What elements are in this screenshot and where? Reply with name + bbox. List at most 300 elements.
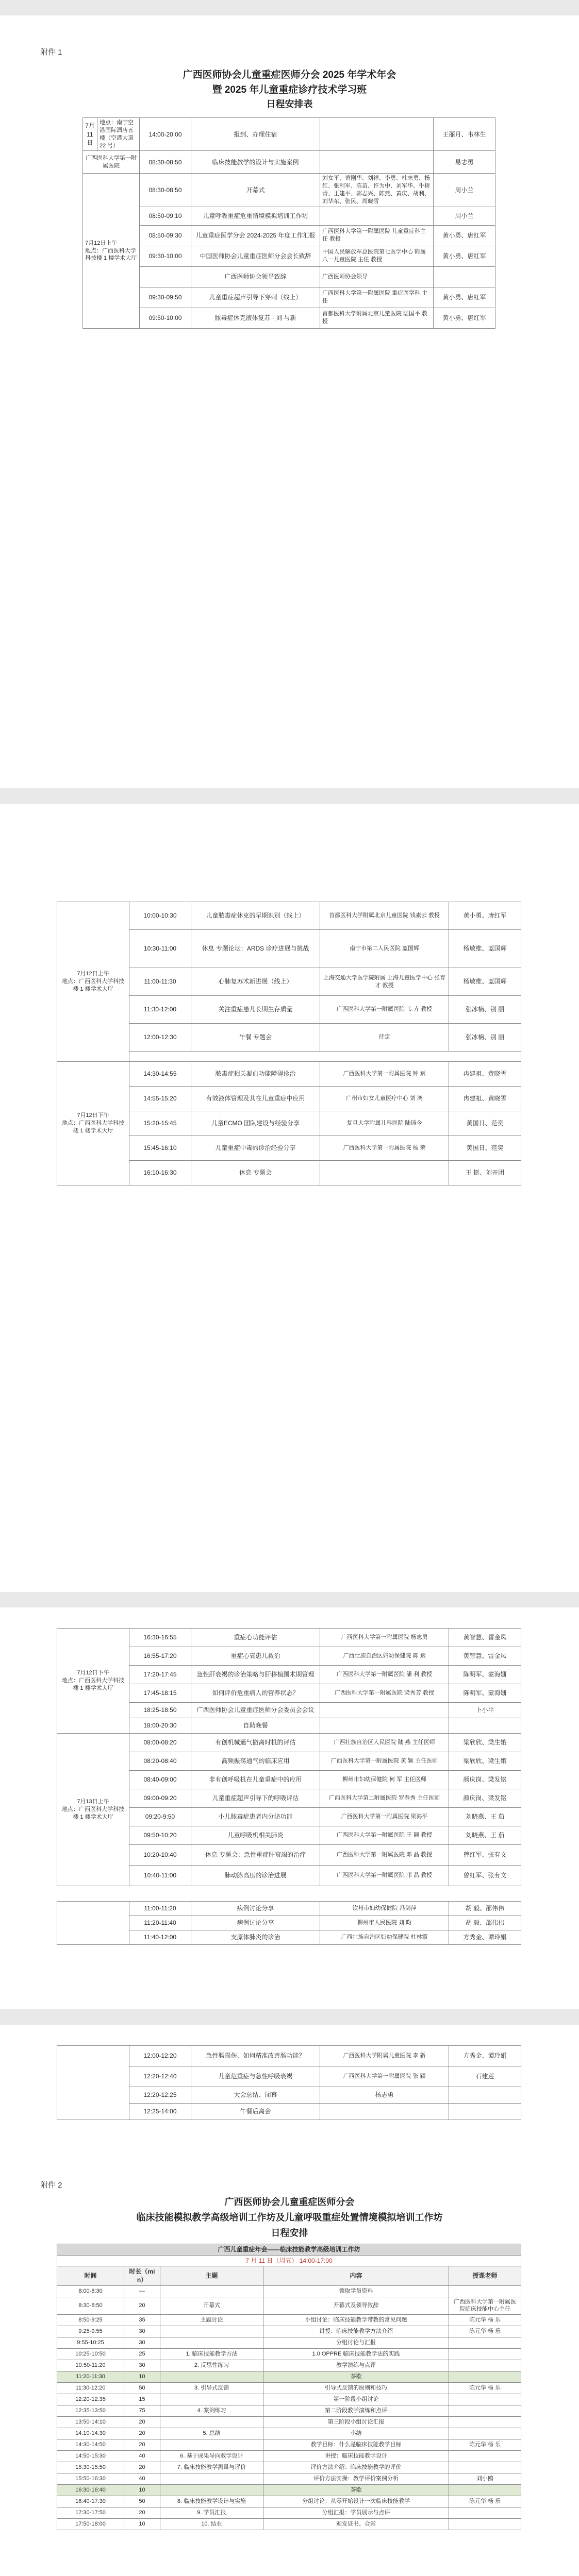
speaker-cell: 广西医科大学第一附属医院 邓 晶 教授 [320, 1845, 449, 1866]
topic-cell: 儿童重症医学分会 2024-2025 年度工作汇报 [191, 225, 320, 246]
topic-cell: 儿童危重症与急性呼吸衰竭 [191, 2066, 320, 2087]
time-cell: 16:30-16:55 [129, 1629, 191, 1647]
host-cell [449, 1718, 521, 1734]
topic-cell: 有效液体管理及其在儿童重症中应用 [191, 1087, 320, 1111]
time-cell: 16:55-17:20 [129, 1647, 191, 1666]
topic-cell: 儿童重症超声引导下穿刺（线上） [191, 287, 320, 308]
location-label: 地点：广西医科大学科技楼 1 楼学术大厅 [85, 247, 137, 262]
host-cell: 胡 毅、邵伟伟 [449, 1916, 521, 1930]
time-cell: 16:40-17:30 [57, 2496, 124, 2507]
teacher-cell [449, 2337, 521, 2349]
theme-cell: 9. 学员汇报 [160, 2507, 263, 2519]
topic-cell: 关注重症患儿长期生存质量 [191, 996, 320, 1024]
theme-cell [160, 2394, 263, 2405]
topic-cell: 休息 专题会 [191, 1161, 320, 1185]
theme-cell: 7. 临床技能教学测量与评价 [160, 2462, 263, 2473]
page-1 [0, 15, 579, 788]
teacher-cell: 刘小鸥 [449, 2473, 521, 2485]
location-cell [57, 2046, 129, 2120]
topic-cell: 病例讨论分享 [191, 1902, 320, 1916]
table-row [57, 2349, 521, 2360]
teacher-cell: 广西医科大学第一附属医院临床技能中心主任 [449, 2297, 521, 2315]
teacher-cell [449, 2485, 521, 2496]
speaker-cell [320, 118, 434, 151]
time-cell: 11:40-12:00 [129, 1930, 191, 1945]
host-cell: 曾红军、张有文 [449, 1866, 521, 1886]
time-cell: 09:50-10:00 [140, 308, 191, 328]
attachment-2-title [0, 2195, 579, 2239]
topic-cell: 非有创呼吸机在儿童重症中的应用 [191, 1771, 320, 1789]
teacher-cell [449, 2417, 521, 2428]
time-cell: 9:55-10:25 [57, 2337, 124, 2349]
host-cell: 冉建祖、黄晓雪 [449, 1087, 521, 1111]
topic-cell: 儿童脓毒症休克的早期识别（线上） [191, 902, 320, 930]
theme-cell: 1. 临床技能教学方法 [160, 2349, 263, 2360]
host-cell: 颜庆岗、梁发铭 [449, 1789, 521, 1808]
time-cell: 10:40-11:00 [129, 1866, 191, 1886]
host-cell: 陈明军、蒙海姗 [449, 1666, 521, 1684]
teacher-cell [449, 2462, 521, 2473]
host-cell: 周小兰 [434, 207, 495, 225]
length-cell: 20 [124, 2507, 160, 2519]
speaker-cell: 柳州市人民医院 刘 昀 [320, 1916, 449, 1930]
topic-cell: 开幕式 [191, 174, 320, 207]
host-cell: 黄智慧、雷金凤 [449, 1647, 521, 1666]
time-cell: 8:00-8:30 [57, 2285, 124, 2297]
length-cell: 50 [124, 2496, 160, 2507]
theme-cell [160, 2285, 263, 2297]
table-row [57, 2428, 521, 2439]
topic-cell: 儿童重症超声引导下的呼吸评估 [191, 1789, 320, 1808]
topic-cell: 儿童ECMO 团队建设与经验分享 [191, 1111, 320, 1136]
topic-cell: 支原体肺炎的诊治 [191, 1930, 320, 1945]
page-4 [0, 2025, 579, 2576]
location-label: 地点：广西医科大学科技楼 1 楼学术大厅 [62, 978, 124, 992]
theme-cell: 3. 引导式反馈 [160, 2383, 263, 2394]
table-row [57, 2473, 521, 2485]
topic-cell: 重症心功能评估 [191, 1629, 320, 1647]
theme-cell [160, 2417, 263, 2428]
time-cell: 18:00-20:30 [129, 1718, 191, 1734]
host-cell: 杨敏维、蓝国辉 [449, 930, 521, 968]
speaker-cell: 南宁市第二人民医院 蓝国辉 [320, 930, 449, 968]
host-cell: 王丽月、韦林生 [434, 118, 495, 151]
length-cell: 30 [124, 2360, 160, 2371]
length-cell: — [124, 2285, 160, 2297]
theme-cell: 10. 结业 [160, 2519, 263, 2530]
time-cell: 08:30-08:50 [140, 174, 191, 207]
content-cell: 颁发证书、合影 [263, 2519, 449, 2530]
content-cell: 茶歇 [263, 2485, 449, 2496]
topic-cell: 报到、办理住宿 [191, 118, 320, 151]
table-row [57, 2337, 521, 2349]
time-cell: 8:50-9:25 [57, 2315, 124, 2326]
location-cell: 广西医科大学第一附属医院 [83, 151, 140, 174]
table-row [57, 2383, 521, 2394]
length-cell: 25 [124, 2349, 160, 2360]
speaker-cell: 广西壮族自治区妇幼保健院 陈 斌 [320, 1647, 449, 1666]
speaker-cell: 广西医科大学第一附属医院 黄 颖 主任医师 [320, 1752, 449, 1771]
speaker-cell [320, 1161, 449, 1185]
topic-cell: 急性肝衰竭的诊治策略与肝移植围术期管理 [191, 1666, 320, 1684]
topic-cell: 儿童呼吸重症危重情境模拟培训工作坊 [191, 207, 320, 225]
host-cell: 方秀金、谭玲娟 [449, 2046, 521, 2066]
speaker-cell [320, 1703, 449, 1718]
time-cell: 14:50-15:30 [57, 2451, 124, 2462]
workshop-date: 7 月 11 日（周五） 14:00-17:00 [57, 2256, 521, 2266]
table-row [57, 2285, 521, 2297]
topic-cell: 重症心衰患儿救治 [191, 1647, 320, 1666]
page-2 [0, 804, 579, 1592]
theme-cell [160, 2473, 263, 2485]
host-cell: 石建莲 [449, 2066, 521, 2087]
location-cell [57, 1629, 129, 1734]
content-cell: 小组讨论：临床技能教学带教的常见问题 [263, 2315, 449, 2326]
time-cell: 10:20-10:40 [129, 1845, 191, 1866]
speaker-cell: 广西医科大学第一附属医院 邝 晶 教授 [320, 1866, 449, 1886]
title-line-2: 暨 2025 年儿童重症诊疗技术学习班 [212, 84, 367, 95]
speaker-cell: 广西医科大学第一附属医院 梁秀芳 教授 [320, 1684, 449, 1703]
time-cell: 12:20-12:35 [57, 2394, 124, 2405]
content-cell: 分组汇报：学员展示与点评 [263, 2507, 449, 2519]
teacher-cell: 陈元华 杨 乐 [449, 2315, 521, 2326]
speaker-cell [320, 2104, 449, 2120]
content-cell: 教学演练与点评 [263, 2360, 449, 2371]
length-cell: 40 [124, 2451, 160, 2462]
length-cell: 10 [124, 2519, 160, 2530]
table-row [57, 2326, 521, 2337]
topic-cell: 午餐后离会 [191, 2104, 320, 2120]
host-cell: 王 挺、刘开团 [449, 1161, 521, 1185]
speaker-cell: 广西医科大学第一附属医院 儿童重症科主任 教授 [320, 225, 434, 246]
teacher-cell [449, 2371, 521, 2383]
location-label: 地点：广西医科大学科技楼 1 楼学术大厅 [62, 1120, 124, 1134]
time-cell: 08:50-09:10 [140, 207, 191, 225]
speaker-cell: 上海交通大学医学院附属 上海儿童医学中心 张育才 教授 [320, 968, 449, 996]
host-cell: 黄小勇、唐红军 [449, 902, 521, 930]
content-cell: 讲授：临床技能教学方法介绍 [263, 2326, 449, 2337]
host-cell: 黄国日、范奕 [449, 1111, 521, 1136]
table-row [57, 2394, 521, 2405]
topic-cell: 有创机械通气撤离时机的评估 [191, 1734, 320, 1752]
table-row [57, 2451, 521, 2462]
theme-cell: 6. 基于成果导向教学设计 [160, 2451, 263, 2462]
teacher-cell [449, 2405, 521, 2417]
time-cell: 14:55-15:20 [129, 1087, 191, 1111]
time-cell [140, 266, 191, 287]
time-cell: 10:25-10:50 [57, 2349, 124, 2360]
time-cell: 11:30-12:20 [57, 2383, 124, 2394]
time-cell: 15:20-15:45 [129, 1111, 191, 1136]
length-cell: 30 [124, 2337, 160, 2349]
time-cell: 15:30-15:50 [57, 2462, 124, 2473]
theme-cell [160, 2439, 263, 2451]
host-cell: 张冰楠、别 丽 [449, 996, 521, 1024]
length-cell: 10 [124, 2371, 160, 2383]
content-cell: 领取学员资料 [263, 2285, 449, 2297]
schedule-table-day2 [57, 902, 521, 1185]
length-cell: 50 [124, 2383, 160, 2394]
host-cell: 张冰楠、别 丽 [449, 1024, 521, 1052]
speaker-cell: 中国人民解放军总医院第七医学中心 附属八一儿童医院 主任 教授 [320, 246, 434, 266]
topic-cell: 中国医师协会儿童重症医师分会会长致辞 [191, 246, 320, 266]
speaker-cell: 广西医科大学第一附属医院 梁海平 [320, 1808, 449, 1826]
location-cell [83, 174, 140, 328]
speaker-cell: 广西壮族自治区妇幼保健院 杜林霞 [320, 1930, 449, 1945]
time-cell: 14:10-14:30 [57, 2428, 124, 2439]
theme-cell: 主题讨论 [160, 2315, 263, 2326]
length-cell: 40 [124, 2473, 160, 2485]
title-line-3: 日程安排表 [266, 99, 313, 109]
header-teacher: 授课老师 [449, 2266, 521, 2285]
date-label: 7月12日下午 [77, 1112, 109, 1119]
time-cell: 12:20-12:40 [129, 2066, 191, 2087]
table-row [57, 2485, 521, 2496]
length-cell: 35 [124, 2315, 160, 2326]
teacher-cell [449, 2451, 521, 2462]
host-cell: 梁欣欣、梁生娥 [449, 1752, 521, 1771]
length-cell: 20 [124, 2417, 160, 2428]
speaker-cell: 广西医科大学附属儿童医院 李 新 [320, 2046, 449, 2066]
time-cell: 8:30-8:50 [57, 2297, 124, 2315]
topic-cell: 病例讨论分享 [191, 1916, 320, 1930]
teacher-cell [449, 2428, 521, 2439]
attachment-2-label: 附件 2 [40, 2181, 62, 2190]
teacher-cell [449, 2519, 521, 2530]
date-label: 7月12日下午 [77, 1670, 109, 1676]
location-cell [57, 1734, 129, 1886]
time-cell: 09:50-10:20 [129, 1826, 191, 1845]
host-cell: 易志勇 [434, 151, 495, 174]
host-cell: 黄国日、范奕 [449, 1136, 521, 1161]
teacher-cell: 陈元华 杨 乐 [449, 2383, 521, 2394]
topic-cell: 广西医师协会领导致辞 [191, 266, 320, 287]
content-cell: 讲授：临床技能教学设计 [263, 2451, 449, 2462]
table-row [57, 2496, 521, 2507]
content-cell: 评价方法实操：教学评价案例分析 [263, 2473, 449, 2485]
table-row [57, 2315, 521, 2326]
speaker-cell: 首都医科大学附属北京儿童医院 钱素云 教授 [320, 902, 449, 930]
time-cell: 12:00-12:20 [129, 2046, 191, 2066]
content-cell: 引导式反馈的原则和技巧 [263, 2383, 449, 2394]
time-cell: 08:40-09:00 [129, 1771, 191, 1789]
time-cell: 14:30-14:50 [57, 2439, 124, 2451]
table-row [57, 2371, 521, 2383]
content-cell: 第三阶段小组讨论汇报 [263, 2417, 449, 2428]
length-cell: 20 [124, 2297, 160, 2315]
topic-cell: 儿童重症中毒的诊治经验分享 [191, 1136, 320, 1161]
content-cell: 茶歇 [263, 2371, 449, 2383]
title-line-1: 广西医师协会儿童重症医师分会 [224, 2197, 355, 2207]
host-cell [449, 2104, 521, 2120]
teacher-cell [449, 2360, 521, 2371]
title-line-2: 临床技能模拟教学高级培训工作坊及儿童呼吸重症处置情境模拟培训工作坊 [136, 2212, 443, 2223]
length-cell: 75 [124, 2405, 160, 2417]
workshop-1-table [57, 2244, 521, 2530]
speaker-cell: 钦州市妇幼保健院 冯剑萍 [320, 1902, 449, 1916]
content-cell: 分组讨论与汇报 [263, 2337, 449, 2349]
location-cell [57, 1062, 129, 1185]
table-row [57, 2519, 521, 2530]
table-row [57, 2507, 521, 2519]
time-cell: 18:25-18:50 [129, 1703, 191, 1718]
header-time: 时间 [57, 2266, 124, 2285]
topic-cell: 儿童呼吸机相关肺炎 [191, 1826, 320, 1845]
time-cell: 15:50-16:30 [57, 2473, 124, 2485]
title-line-3: 日程安排 [271, 2228, 308, 2238]
table-row [57, 2417, 521, 2428]
speaker-cell [320, 207, 434, 225]
time-cell: 09:20-9:50 [129, 1808, 191, 1826]
host-cell: 颜庆岗、梁发铭 [449, 1771, 521, 1789]
content-cell: 分组讨论：从零开始设计一次临床技能教学 [263, 2496, 449, 2507]
table-row [57, 2297, 521, 2315]
content-cell: 小结 [263, 2428, 449, 2439]
length-cell: 20 [124, 2428, 160, 2439]
theme-cell: 5. 总结 [160, 2428, 263, 2439]
length-cell: 10 [124, 2485, 160, 2496]
host-cell: 陈明军、蒙海姗 [449, 1684, 521, 1703]
teacher-cell [449, 2394, 521, 2405]
host-cell [434, 266, 495, 287]
speaker-cell: 广州市妇女儿童医疗中心 刘 鸿 [320, 1087, 449, 1111]
theme-cell: 8. 临床技能教学设计与实施 [160, 2496, 263, 2507]
time-cell: 11:20-11:40 [129, 1916, 191, 1930]
time-cell: 17:30-17:50 [57, 2507, 124, 2519]
schedule-table-closing [57, 2045, 521, 2120]
host-cell: 黄小勇、唐红军 [434, 287, 495, 308]
topic-cell: 小儿脓毒症患者内分泌功能 [191, 1808, 320, 1826]
theme-cell: 开幕式 [160, 2297, 263, 2315]
host-cell [449, 2087, 521, 2104]
attachment-1-title [0, 67, 579, 110]
topic-cell: 休息 专题论坛：ARDS 诊疗进展与挑战 [191, 930, 320, 968]
time-cell: 08:20-08:40 [129, 1752, 191, 1771]
speaker-cell: 柳州市妇幼保健院 何 军 主任医师 [320, 1771, 449, 1789]
content-cell: 第二阶段教学演练和点评 [263, 2405, 449, 2417]
topic-cell: 休息 专题会：急性重症肝衰竭的治疗 [191, 1845, 320, 1866]
theme-cell [160, 2371, 263, 2383]
time-cell: 15:45-16:10 [129, 1136, 191, 1161]
host-cell: 刘晓燕、王 茄 [449, 1808, 521, 1826]
length-cell: 15 [124, 2394, 160, 2405]
workshop-1-rows [57, 2285, 521, 2530]
speaker-cell: 广西医科大学第一附属医院 钟 斌 [320, 1062, 449, 1087]
workshop-caption: 广西儿童重症年会——临床技能教学高级培训工作坊 [57, 2244, 521, 2256]
header-length: 时长（min） [124, 2266, 160, 2285]
title-line-1: 广西医师协会儿童重症医师分会 2025 年学术年会 [183, 70, 396, 80]
spacer-cell [129, 1052, 521, 1062]
time-cell: 17:50-18:00 [57, 2519, 124, 2530]
content-cell: 第一阶段小组讨论 [263, 2394, 449, 2405]
date-label: 7月13日上午 [77, 1799, 109, 1805]
speaker-cell: 广西医科大学第一附属医院 王 颖 教授 [320, 1826, 449, 1845]
table-row [57, 2439, 521, 2451]
topic-cell: 大会总结、闭幕 [191, 2087, 320, 2104]
topic-cell: 心肺复苏术新进展（线上） [191, 968, 320, 996]
theme-cell [160, 2337, 263, 2349]
time-cell: 17:45-18:15 [129, 1684, 191, 1703]
topic-cell: 午餐 专题会 [191, 1024, 320, 1052]
time-cell: 13:50-14:10 [57, 2417, 124, 2428]
teacher-cell: 陈元华 杨 乐 [449, 2326, 521, 2337]
content-cell: 评价方法介绍：临床技能教学的评价 [263, 2462, 449, 2473]
location-label: 地点：广西医科大学科技楼 1 楼学术大厅 [62, 1677, 124, 1691]
date-cell: 7月11日 [83, 118, 97, 151]
host-cell: 黄智慧、雷金凤 [449, 1629, 521, 1647]
host-cell: 胡 毅、邵伟伟 [449, 1902, 521, 1916]
speaker-cell: 广西医科大学第一附属医院 杨志勇 [320, 1629, 449, 1647]
content-cell: 开幕式及领导致辞 [263, 2297, 449, 2315]
topic-cell: 肺动脉高压的诊治进展 [191, 1866, 320, 1886]
host-cell: 周小兰 [434, 174, 495, 207]
location-label: 地点：广西医科大学科技楼 1 楼学术大厅 [62, 1806, 124, 1820]
location-cell [57, 902, 129, 1062]
theme-cell: 4. 案例练习 [160, 2405, 263, 2417]
length-cell: 20 [124, 2439, 160, 2451]
length-cell: 20 [124, 2462, 160, 2473]
time-cell: 10:50-11:20 [57, 2360, 124, 2371]
teacher-cell: 陈元华 杨 乐 [449, 2496, 521, 2507]
time-cell: 10:30-11:00 [129, 930, 191, 968]
schedule-table-day3-noon [57, 1901, 521, 1945]
host-cell: 方秀金、谭玲娟 [449, 1930, 521, 1945]
teacher-cell [449, 2285, 521, 2297]
host-cell: 卜小平 [449, 1703, 521, 1718]
schedule-table-day3 [57, 1628, 521, 1886]
time-cell: 12:25-14:00 [129, 2104, 191, 2120]
header-content: 内容 [263, 2266, 449, 2285]
date-label: 7月12日上午 [77, 971, 109, 977]
speaker-cell: 广西医科大学第一附属医院 潘 利 教授 [320, 1666, 449, 1684]
speaker-cell: 复旦大学附属儿科医院 陆铸今 [320, 1111, 449, 1136]
time-cell: 14:00-20:00 [140, 118, 191, 151]
schedule-table-day1 [82, 117, 495, 329]
speaker-cell: 广西医科大学第二附属医院 罗春秀 主任医师 [320, 1789, 449, 1808]
speaker-cell: 广西医科大学第一附属医院 韦 卉 教授 [320, 996, 449, 1024]
content-cell: 教学目标：什么是临床技能教学目标 [263, 2439, 449, 2451]
host-cell: 黄小勇、唐红军 [434, 246, 495, 266]
length-cell: 30 [124, 2326, 160, 2337]
table-row [57, 2360, 521, 2371]
host-cell: 刘晓燕、王 茄 [449, 1826, 521, 1845]
time-cell: 16:30-16:40 [57, 2485, 124, 2496]
time-cell: 09:30-10:00 [140, 246, 191, 266]
host-cell: 曾红军、张有文 [449, 1845, 521, 1866]
speaker-cell: 首都医科大学附属北京儿童医院 陆国平 教授 [320, 308, 434, 328]
host-cell: 冉建祖、黄晓雪 [449, 1062, 521, 1087]
topic-cell: 高频振荡通气的临床应用 [191, 1752, 320, 1771]
teacher-cell [449, 2507, 521, 2519]
speaker-cell: 广西壮族自治区人民医院 陆 燕 主任医师 [320, 1734, 449, 1752]
page-3 [0, 1607, 579, 2009]
time-cell: 12:00-12:30 [129, 1024, 191, 1052]
time-cell: 10:00-10:30 [129, 902, 191, 930]
table-row [57, 2462, 521, 2473]
speaker-cell [320, 151, 434, 174]
speaker-cell: 广西医科大学第一附属医院 重症医学科 主任 [320, 287, 434, 308]
speaker-cell: 广西医科大学第一附属医院 张 颖 [320, 2066, 449, 2087]
date-label: 7月12日上午 [85, 240, 118, 246]
time-cell: 08:30-08:50 [140, 151, 191, 174]
time-cell: 12:20-12:25 [129, 2087, 191, 2104]
host-cell: 黄小勇、唐红军 [434, 308, 495, 328]
host-cell: 杨敏维、蓝国辉 [449, 968, 521, 996]
time-cell: 09:30-09:50 [140, 287, 191, 308]
time-cell: 09:00-09:20 [129, 1789, 191, 1808]
time-cell: 14:30-14:55 [129, 1062, 191, 1087]
time-cell: 08:00-08:20 [129, 1734, 191, 1752]
